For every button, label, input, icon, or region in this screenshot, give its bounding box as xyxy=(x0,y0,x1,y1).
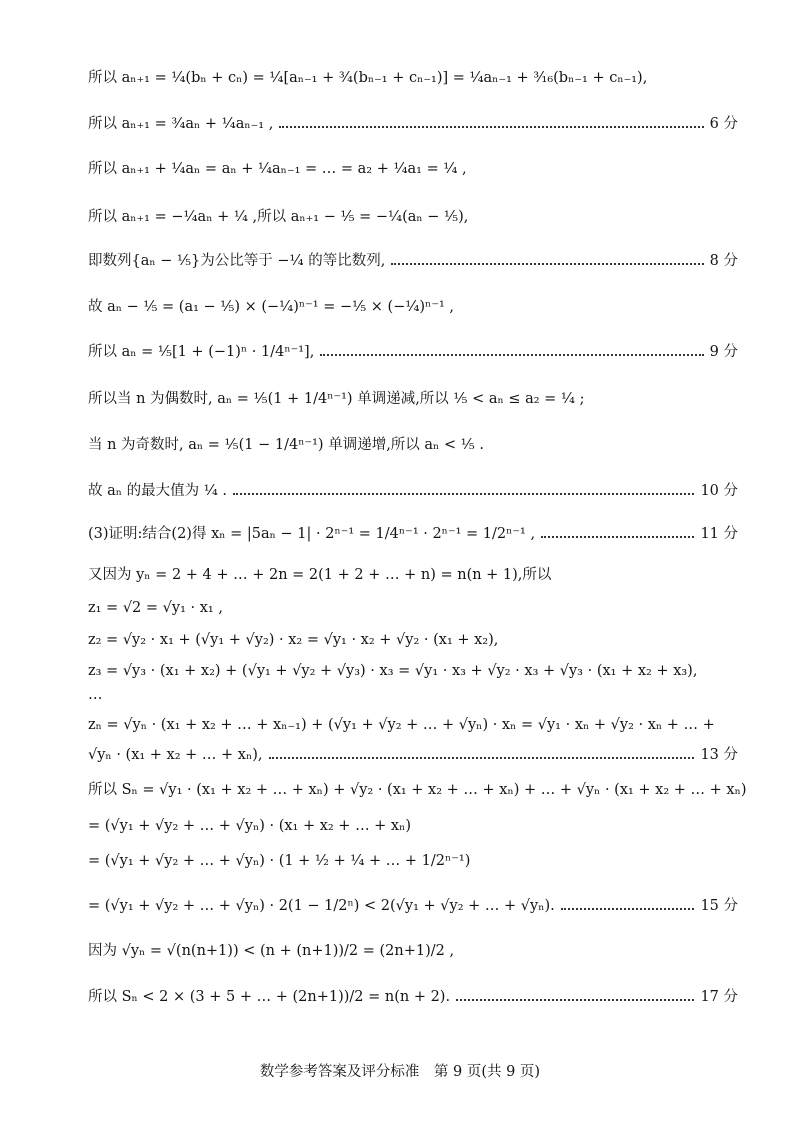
line-3: 所以 aₙ₊₁ + ¹⁄₄aₙ = aₙ + ¹⁄₄aₙ₋₁ = … = a₂ + ¹⁄₄a₁ = ¹⁄₄ , xyxy=(88,161,467,177)
line-20: = (√y₁ + √y₂ + … + √yₙ) · (1 + ¹⁄₂ + ¹⁄₄ + … + 1/2ⁿ⁻¹) xyxy=(88,853,471,869)
line-2: 所以 aₙ₊₁ = ³⁄₄aₙ + ¹⁄₄aₙ₋₁ , 6 分 xyxy=(88,113,738,135)
dot-leader xyxy=(541,534,694,538)
score-label: 11 分 xyxy=(700,526,738,542)
line-11: (3)证明:结合(2)得 xₙ = |5aₙ − 1| · 2ⁿ⁻¹ = 1/4ⁿ⁻¹ · 2ⁿ⁻¹ = 1/2ⁿ⁻¹ , 11 分 xyxy=(88,523,738,545)
line-17: √yₙ · (x₁ + x₂ + … + xₙ), 13 分 xyxy=(88,744,738,766)
dot-leader xyxy=(456,997,694,1001)
dot-leader xyxy=(561,906,695,910)
line-7: 所以 aₙ = ¹⁄₅[1 + (−1)ⁿ · 1/4ⁿ⁻¹], 9 分 xyxy=(88,341,738,363)
score-label: 17 分 xyxy=(700,989,738,1005)
score-label: 6 分 xyxy=(709,116,738,132)
line-19: = (√y₁ + √y₂ + … + √yₙ) · (x₁ + x₂ + … + xₙ) xyxy=(88,818,412,834)
line-ellipsis: … xyxy=(88,687,103,703)
score-label: 9 分 xyxy=(709,344,738,360)
line-21: = (√y₁ + √y₂ + … + √yₙ) · 2(1 − 1/2ⁿ) < 2(√y₁ + √y₂ + … + √yₙ). 15 分 xyxy=(88,895,738,917)
line-5: 即数列{aₙ − ¹⁄₅}为公比等于 −¹⁄₄ 的等比数列, 8 分 xyxy=(88,250,738,272)
line-13: z₁ = √2 = √y₁ · x₁ , xyxy=(88,600,223,616)
score-label: 10 分 xyxy=(700,483,738,499)
dot-leader xyxy=(391,261,703,265)
dot-leader xyxy=(269,755,695,759)
line-14: z₂ = √y₂ · x₁ + (√y₁ + √y₂) · x₂ = √y₁ · x₂ + √y₂ · (x₁ + x₂), xyxy=(88,632,499,648)
dot-leader xyxy=(320,352,703,356)
line-16: zₙ = √yₙ · (x₁ + x₂ + … + xₙ₋₁) + (√y₁ + √y₂ + … + √yₙ) · xₙ = √y₁ · xₙ + √y₂ · xₙ + … + xyxy=(88,717,715,733)
page-footer: 数学参考答案及评分标准 第 9 页(共 9 页) xyxy=(259,1064,541,1080)
line-22: 因为 √yₙ = √(n(n+1)) < (n + (n+1))/2 = (2n+1)/2 , xyxy=(88,943,455,959)
line-18: 所以 Sₙ = √y₁ · (x₁ + x₂ + … + xₙ) + √y₂ · (x₁ + x₂ + … + xₙ) + … + √yₙ · (x₁ + x₂ + … + xₙ) xyxy=(88,782,747,798)
line-15: z₃ = √y₃ · (x₁ + x₂) + (√y₁ + √y₂ + √y₃) · x₃ = √y₁ · x₃ + √y₂ · x₃ + √y₃ · (x₁ + x₂ + x₃), xyxy=(88,663,698,679)
dot-leader xyxy=(279,124,703,128)
line-9: 当 n 为奇数时, aₙ = ¹⁄₅(1 − 1/4ⁿ⁻¹) 单调递增,所以 aₙ < ¹⁄₅ . xyxy=(88,437,484,453)
line-6: 故 aₙ − ¹⁄₅ = (a₁ − ¹⁄₅) × (−¹⁄₄)ⁿ⁻¹ = −¹⁄₅ × (−¹⁄₄)ⁿ⁻¹ , xyxy=(88,299,455,315)
line-4: 所以 aₙ₊₁ = −¹⁄₄aₙ + ¹⁄₄ ,所以 aₙ₊₁ − ¹⁄₅ = −¹⁄₄(aₙ − ¹⁄₅), xyxy=(88,209,469,225)
line-8: 所以当 n 为偶数时, aₙ = ¹⁄₅(1 + 1/4ⁿ⁻¹) 单调递减,所以 ¹⁄₅ < aₙ ≤ a₂ = ¹⁄₄ ; xyxy=(88,391,585,407)
line-12: 又因为 yₙ = 2 + 4 + … + 2n = 2(1 + 2 + … + n) = n(n + 1),所以 xyxy=(88,567,552,583)
line-10: 故 aₙ 的最大值为 ¹⁄₄ . 10 分 xyxy=(88,480,738,502)
dot-leader xyxy=(233,491,694,495)
line-23: 所以 Sₙ < 2 × (3 + 5 + … + (2n+1))/2 = n(n + 2). 17 分 xyxy=(88,986,738,1008)
score-label: 15 分 xyxy=(700,898,738,914)
score-label: 13 分 xyxy=(700,747,738,763)
score-label: 8 分 xyxy=(709,253,738,269)
line-1: 所以 aₙ₊₁ = ¹⁄₄(bₙ + cₙ) = ¹⁄₄[aₙ₋₁ + ³⁄₄(bₙ₋₁ + cₙ₋₁)] = ¹⁄₄aₙ₋₁ + ³⁄₁₆(bₙ₋₁ + cₙ₋₁), xyxy=(88,70,648,86)
